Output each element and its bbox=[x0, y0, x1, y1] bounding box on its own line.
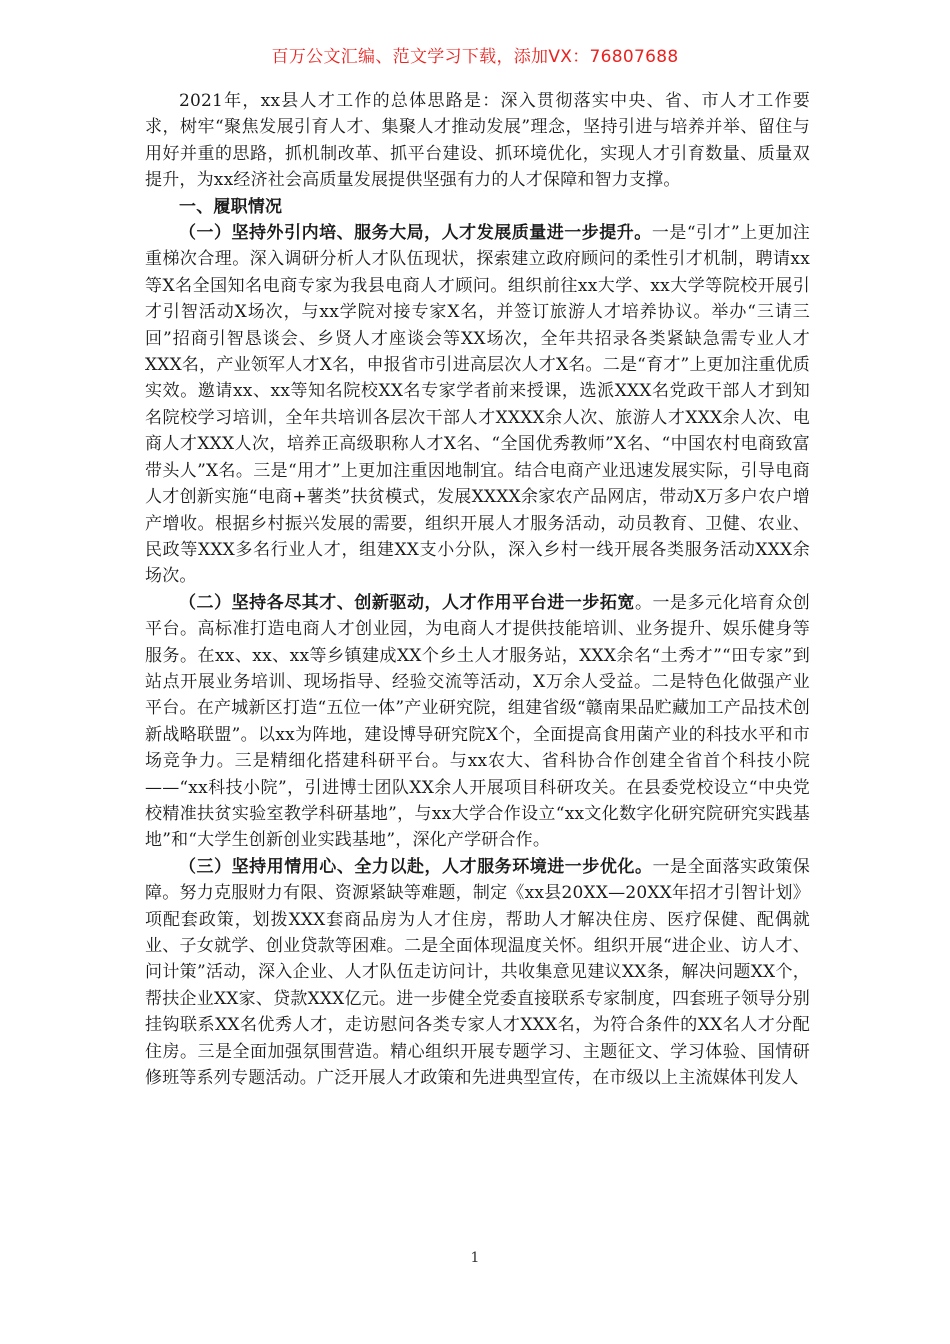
intro-paragraph: 2021年，xx县人才工作的总体思路是：深入贯彻落实中央、省、市人才工作要求，树牢“聚焦发展引育人才、集聚人才推动发展”理念，坚持引进与培养并举、留住与用好并重的思路，抓机制改革、抓平台建设、抓环境优化，实现人才引育数量、质量双提升，为xx经济社会高质量发展提供坚强有力的人才保障和智力支撑。 bbox=[145, 91, 810, 191]
section-heading-text: 一、履职情况 bbox=[179, 196, 283, 217]
paragraph-1 bbox=[145, 220, 810, 590]
page-header-banner: 百万公文汇编、范文学习下载，添加VX：76807688 bbox=[271, 47, 679, 67]
paragraph-2-body: 。一是多元化培育众创平台。高标准打造电商人才创业园，为电商人才提供技能培训、业务提升、娱乐健身等服务。在xx、xx、xx等乡镇建成XX个乡土人才服务站，XXX余名“土秀才”“田专家”到站点开展业务培训、现场指导、经验交流等活动，X万余人受益。二是特色化做强产业平台。在产城新区打造“五位一体”产业研究院，组建省级“赣南果品贮藏加工产品技术创新战略联盟”。以xx为阵地，建设博导研究院X个，全面提高食用菌产业的科技水平和市场竞争力。三是精细化搭建科研平台。与xx农大、省科协合作创建全省首个科技小院——“xx科技小院”，引进博士团队XX余人开展项目科研攻关。在县委党校设立“中央党校精准扶贫实验室教学科研基地”，与xx大学合作设立“xx文化数字化研究院研究实践基地”和“大学生创新创业实践基地”，深化产学研合作。 bbox=[145, 592, 811, 851]
paragraph-3-body: 一是全面落实政策保障。努力克服财力有限、资源紧缺等难题，制定《xx县20XX—20XX年招才引智计划》项配套政策，划拨XXX套商品房为人才住房，帮助人才解决住房、医疗保健、配偶就业、子女就学、创业贷款等困难。二是全面体现温度关怀。组织开展“进企业、访人才、问计策”活动，深入企业、人才队伍走访问计，共收集意见建议XX条，解决问题XX个，帮扶企业XX家、贷款XXX亿元。进一步健全党委直接联系专家制度，四套班子领导分别挂钩联系XX名优秀人才，走访慰问各类专家人才XXX名，为符合条件的XX名人才分配住房。三是全面加强氛围营造。精心组织开展专题学习、主题征文、学习体验、国情研修班等系列专题活动。广泛开展人才政策和先进典型宣传，在市级以上主流媒体刊发人 bbox=[145, 856, 810, 1089]
paragraph-1-body: 一是“引才”上更加注重梯次合理。深入调研分析人才队伍现状，探索建立政府顾问的柔性引才机制，聘请xx等X名全国知名电商专家为我县电商人才顾问。组织前往xx大学、xx大学等院校开展引才引智活动X场次，与xx学院对接专家X名，并签订旅游人才培养协议。举办“三请三回”招商引智恳谈会、乡贤人才座谈会等XX场次，全年共招录各类紧缺急需专业人才XXX名，产业领军人才X名，申报省市引进高层次人才X名。二是“育才”上更加注重优质实效。邀请xx、xx等知名院校XX名专家学者前来授课，选派XXX名党政干部人才到知名院校学习培训，全年共培训各层次干部人才XXXX余人次、旅游人才XXX余人次、电商人才XXX人次，培养正高级职称人才X名、“全国优秀教师”X名、“中国农村电商致富带头人”X名。三是“用才”上更加注重因地制宜。结合电商产业迅速发展实际，引导电商人才创新实施“电商+薯类”扶贫模式，发展XXXX余家农产品网店，带动X万多户农户增产增收。根据乡村振兴发展的需要，组织开展人才服务活动，动员教育、卫健、农业、民政等XXX多名行业人才，组建XX支小分队，深入乡村一线开展各类服务活动XXX余场次。 bbox=[145, 223, 810, 587]
section-heading bbox=[145, 194, 810, 220]
page-number: 1 bbox=[470, 1250, 480, 1266]
paragraph-1-lead: （一）坚持外引内培、服务大局，人才发展质量进一步提升。 bbox=[179, 223, 652, 244]
paragraph-3-lead: （三）坚持用情用心、全力以赴，人才服务环境进一步优化。 bbox=[179, 856, 653, 877]
paragraph-2 bbox=[145, 590, 810, 854]
paragraph-2-lead: （二）坚持各尽其才、创新驱动，人才作用平台进一步拓宽 bbox=[179, 592, 635, 613]
paragraph-3 bbox=[145, 854, 810, 1092]
document-body bbox=[145, 88, 810, 1091]
